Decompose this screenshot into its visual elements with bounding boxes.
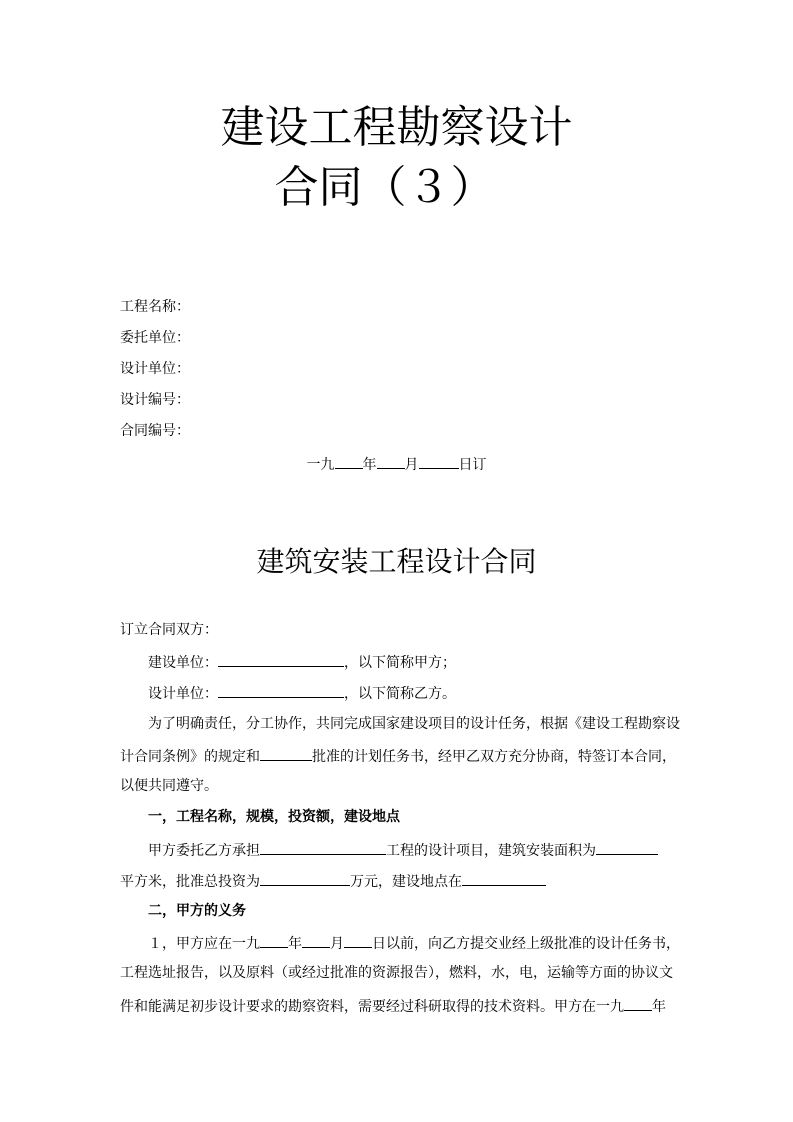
- date-day-label: 日订: [458, 457, 487, 473]
- section2-line3: [120, 995, 666, 1017]
- blank-s2-year: [260, 932, 288, 948]
- blank-construction-site: [462, 870, 546, 886]
- preamble-line2: [120, 745, 676, 767]
- field-project-name: 工程名称：: [120, 299, 190, 315]
- field-design-number: 设计编号：: [120, 392, 190, 408]
- s2-3b: 年: [652, 999, 666, 1015]
- builder-line: [148, 651, 456, 673]
- blank-s2-month: [302, 932, 330, 948]
- s2-1c: 月: [330, 936, 344, 952]
- section1-line2: [120, 870, 546, 892]
- blank-builder-unit: [218, 651, 344, 667]
- section2-line2: 工程选址报告，以及原料（或经过批准的资源报告），燃料，水，电，运输等方面的协议文: [120, 965, 673, 981]
- cover-title-line2: 合同（３）: [274, 162, 495, 213]
- signing-date-line: [0, 453, 793, 475]
- preamble-line1: 为了明确责任，分工协作，共同完成国家建设项目的设计任务，根据《建设工程勘察设: [148, 716, 680, 732]
- preamble-2b: 批准的计划任务书，经甲乙双方充分协商，特签订本合同，: [312, 749, 676, 765]
- parties-label: 订立合同双方：: [120, 622, 218, 638]
- designer-suffix: ，以下简称乙方。: [344, 686, 456, 702]
- blank-project-name: [260, 839, 386, 855]
- blank-year: [335, 453, 363, 469]
- date-prefix: 一九: [306, 457, 335, 473]
- s2-3a: 件和能满足初步设计要求的勘察资料，需要经过科研取得的技术资料。甲方在一九: [120, 999, 624, 1015]
- field-contract-number: 合同编号：: [120, 423, 190, 439]
- builder-label: 建设单位：: [148, 655, 218, 671]
- cover-title-line1: 建设工程勘察设计: [220, 102, 573, 153]
- s1-2b: 万元，建设地点在: [350, 874, 462, 890]
- blank-s2-day: [344, 932, 372, 948]
- s2-1a: １，甲方应在一九: [148, 936, 260, 952]
- blank-designer-unit: [218, 682, 344, 698]
- field-design-unit: 设计单位：: [120, 361, 190, 377]
- s2-1d: 日以前，向乙方提交业经上级批准的设计任务书，: [372, 936, 680, 952]
- blank-s2-year2: [624, 995, 652, 1011]
- blank-month: [377, 453, 405, 469]
- contract-title: 建筑安装工程设计合同: [256, 545, 537, 578]
- section1-heading: 一，工程名称，规模，投资额，建设地点: [148, 809, 400, 825]
- preamble-line3: 以便共同遵守。: [120, 778, 218, 794]
- field-client-unit: 委托单位：: [120, 330, 190, 346]
- blank-approval-authority: [260, 745, 312, 761]
- designer-line: [148, 682, 456, 704]
- designer-label: 设计单位：: [148, 686, 218, 702]
- blank-floor-area: [596, 839, 658, 855]
- s1-1b: 工程的设计项目，建筑安装面积为: [386, 843, 596, 859]
- section1-line1: [148, 839, 658, 861]
- s1-1a: 甲方委托乙方承担: [148, 843, 260, 859]
- s2-1b: 年: [288, 936, 302, 952]
- blank-total-investment: [260, 870, 350, 886]
- blank-day: [419, 453, 459, 469]
- section2-heading: 二，甲方的义务: [148, 903, 246, 919]
- preamble-2a: 计合同条例》的规定和: [120, 749, 260, 765]
- s1-2a: 平方米，批准总投资为: [120, 874, 260, 890]
- builder-suffix: ，以下简称甲方；: [344, 655, 456, 671]
- date-year-label: 年: [362, 457, 377, 473]
- date-month-label: 月: [404, 457, 419, 473]
- section2-line1: [148, 932, 680, 954]
